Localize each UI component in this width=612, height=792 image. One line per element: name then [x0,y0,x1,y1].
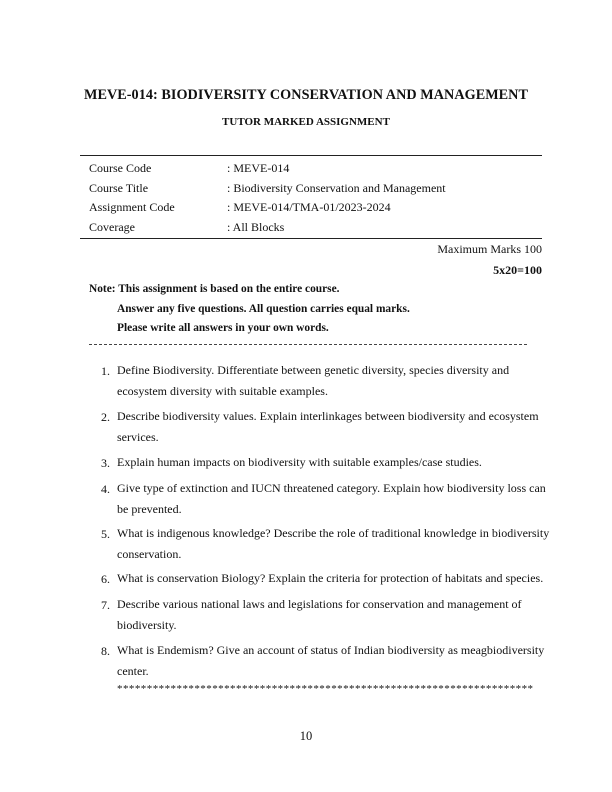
info-table-bottom-rule [80,238,542,239]
question-number: 1. [101,364,110,378]
dashed-separator [89,344,527,345]
question-text: What is Endemism? Give an account of status of Indian biodiversity as meagbiodiversity center. [117,643,545,678]
course-code-label: Course Code [89,161,152,175]
coverage-value: : All Blocks [227,220,285,234]
question-text: Define Biodiversity. Differentiate between genetic diversity, species diversity and ecosystem diversity with suitable examples. [117,363,510,398]
question-number: 4. [101,482,110,496]
question-text: Describe biodiversity values. Explain interlinkages between biodiversity and ecosystem services. [117,409,539,444]
question-text: What is conservation Biology? Explain the criteria for protection of habitats and species. [117,571,544,585]
course-title-label: Course Title [89,181,149,195]
question-number: 5. [101,527,110,541]
coverage-label: Coverage [89,220,135,234]
note-line-3: Please write all answers in your own words. [117,322,329,334]
end-of-questions-stars: ********************************************************************** [117,683,534,695]
assignment-code-label: Assignment Code [89,200,175,214]
question-number: 2. [101,410,110,424]
question-number: 7. [101,598,110,612]
question-text: Describe various national laws and legislations for conservation and management of biodiversity. [117,597,522,632]
question-number: 6. [101,572,110,586]
question-text: What is indigenous knowledge? Describe the role of traditional knowledge in biodiversity conservation. [117,526,550,561]
course-code-value: : MEVE-014 [227,161,290,175]
note-line-2: Answer any five questions. All question carries equal marks. [117,303,410,315]
question-number: 3. [101,456,110,470]
marks-formula: 5x20=100 [493,263,542,277]
info-table-top-rule [80,155,542,156]
question-text: Give type of extinction and IUCN threatened category. Explain how biodiversity loss can be prevented. [117,481,546,516]
note-line-1: Note: This assignment is based on the entire course. [89,283,340,295]
question-text: Explain human impacts on biodiversity with suitable examples/case studies. [117,455,482,469]
course-title-value: : Biodiversity Conservation and Management [227,181,446,195]
question-number: 8. [101,644,110,658]
assignment-code-value: : MEVE-014/TMA-01/2023-2024 [227,200,391,214]
document-title: MEVE-014: BIODIVERSITY CONSERVATION AND MANAGEMENT [84,87,528,103]
page-number: 10 [299,729,313,743]
document-subtitle: TUTOR MARKED ASSIGNMENT [222,116,390,128]
maximum-marks: Maximum Marks 100 [437,242,542,256]
